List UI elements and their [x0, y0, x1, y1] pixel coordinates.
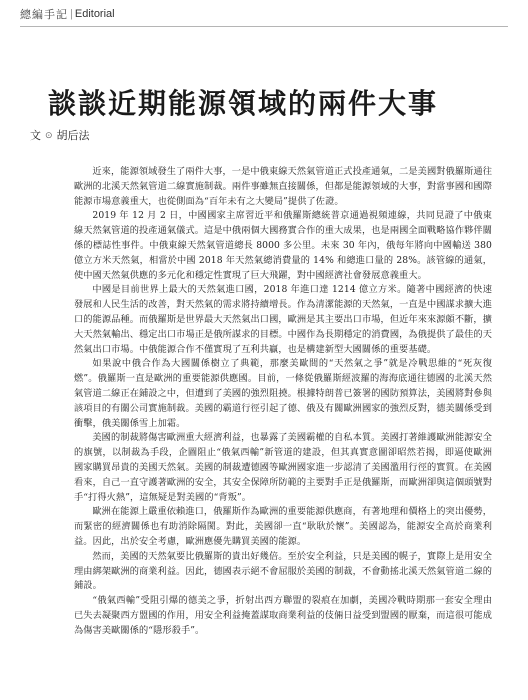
- author-name: 胡后法: [56, 130, 90, 142]
- paragraph: 2019 年 12 月 2 日，中國國家主席習近平和俄羅斯總統普京通過視頻連線，共同見證了中俄東線天然氣管道的投產通氣儀式。這是中俄兩個大國務實合作的重大成果，也是兩國全面戰略協作夥伴關係的標誌性事件。中俄東線天然氣管道總長 8000 多公里。未來 30 年內，俄每年將向中國輸送 380 億立方米天然氣，相當於中國 2018 年天然氣總消費量的 14% 和總進口量的 28%。該管線的通氣，使中國天然氣供應的多元化和穩定性實現了巨大飛躍，對中國經濟社會發展意義重大。: [74, 210, 492, 281]
- section-label-en: Editorial: [74, 8, 115, 20]
- article-body: [74, 165, 492, 639]
- section-label-cn: 總編手記: [20, 9, 68, 21]
- paragraph: “俄氣西輸”受阻引爆的德美之爭，折射出西方聯盟的裂痕在加劇，美國冷戰時期那一套安全理由已失去凝聚西方盟國的作用，用安全利益掩蓋謀取商業利益的伎倆日益受到盟國的厭棄，而這很可能成為傷害美歐關係的“隱形殺手”。: [74, 595, 492, 636]
- byline-dot-icon: ⊙: [45, 129, 53, 140]
- header-divider: [20, 26, 508, 27]
- byline: [30, 127, 90, 143]
- article-title: 談談近期能源領域的兩件大事: [48, 87, 439, 120]
- paragraph: 如果說中俄合作為大國關係樹立了典範，那麼美歐間的“天然氣之爭”就是冷戰思維的“死灰復燃”。俄羅斯一直是歐洲的重要能源供應國。目前，一條從俄羅斯經波羅的海海底通往德國的北溪天然氣管道二線正在鋪設之中，但遭到了美國的強烈阻撓。根據特朗普已簽署的國防預算法，美國將對參與該項目的有關公司實施制裁。美國的霸道行徑引起了德、俄及有關歐洲國家的強烈反對，德美關係受到衝擊，俄美關係雪上加霜。: [74, 358, 492, 429]
- paragraph: 中國是目前世界上最大的天然氣進口國，2018 年進口達 1214 億立方米。隨著中國經濟的快速發展和人民生活的改善，對天然氣的需求將持續增長。作為清潔能源的天然氣，一直是中國謀求擴大進口的能源品種。而俄羅斯是世界最大天然氣出口國，歐洲是其主要出口市場，但近年來來源頗不斷，擴大天然氣輸出、穩定出口市場正是俄所謀求的目標。中國作為長期穩定的消費國，為俄提供了最佳的天然氣出口市場。中俄能源合作不僅實現了互利共贏，也是構建新型大國關係的重要基礎。: [74, 284, 492, 355]
- paragraph: 然而，美國的天然氣要比俄羅斯的貴出好幾倍。至於安全利益，只是美國的幌子，實際上是用安全理由綁架歐洲的商業利益。因此，德國表示絕不會屈服於美國的制裁，不會動搖北溪天然氣管道二線的鋪設。: [74, 550, 492, 592]
- section-header: [20, 6, 115, 22]
- paragraph: 歐洲在能源上嚴重依賴進口，俄羅斯作為歐洲的重要能源供應商，有著地理和價格上的突出優勢，而緊密的經濟關係也有助消除隔閡。對此，美國卻一直“耿耿於懷”。美國認為，能源安全高於商業利益。因此，出於安全考慮，歐洲應優先購買美國的能源。: [74, 506, 492, 547]
- byline-label: 文: [30, 130, 41, 142]
- paragraph: 美國的制裁將傷害歐洲重大經濟利益，也暴露了美國霸權的自私本質。美國打著維護歐洲能源安全的旗號，以制裁為手段，企圖阻止“俄氣西輸”新管道的建設，但其真實意圖卻昭然若揭，即逼使歐洲國家購買昂貴的美國天然氣。美國的制裁遭德國等歐洲國家進一步認清了美國濫用行徑的實質。在美國看來，自己一直守護著歐洲的安全，其安全保障所防範的主要對手正是俄羅斯，而歐洲卻與這個頭號對手“打得火熱”，這無疑是對美國的“背叛”。: [74, 432, 492, 503]
- section-separator: |: [70, 8, 73, 20]
- paragraph: 近來，能源領域發生了兩件大事，一是中俄東線天然氣管道正式投產通氣，二是美國對俄羅斯通往歐洲的北溪天然氣管道二線實施制裁。兩件事雖無直接關係，但都是能源領域的大事，對當事國和國際能源市場意義重大，也從側面為“百年未有之大變局”提供了佐證。: [74, 166, 492, 207]
